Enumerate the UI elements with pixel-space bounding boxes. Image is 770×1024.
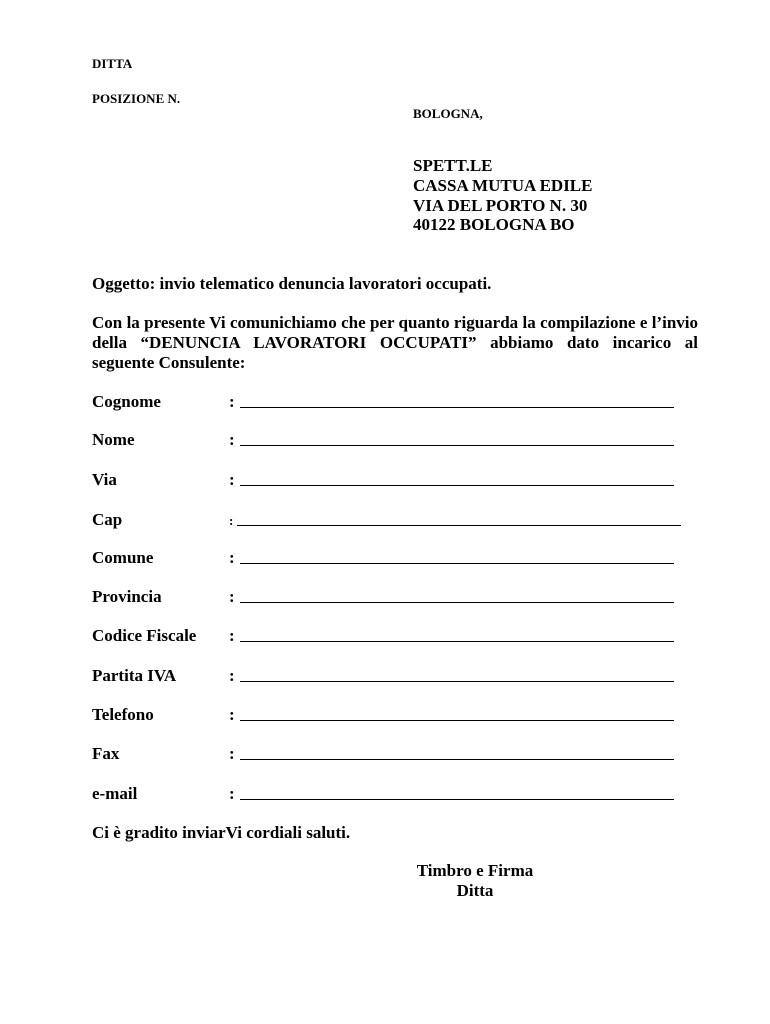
- field-label: Comune: [92, 548, 154, 567]
- field-colon: :: [229, 784, 235, 803]
- field-email: [92, 784, 692, 806]
- field-label: Provincia: [92, 587, 162, 606]
- field-colon: :: [229, 666, 235, 685]
- email-input-line[interactable]: [240, 799, 674, 800]
- closing-line: Ci è gradito inviarVi cordiali saluti.: [92, 823, 351, 842]
- cap-input-line[interactable]: [237, 525, 681, 526]
- comune-input-line[interactable]: [240, 563, 674, 564]
- field-colon: :: [229, 626, 235, 645]
- via-input-line[interactable]: [240, 485, 674, 486]
- telefono-input-line[interactable]: [240, 720, 674, 721]
- ditta-label: DITTA: [92, 56, 133, 71]
- field-label: Telefono: [92, 705, 154, 724]
- field-via: [92, 470, 692, 492]
- field-cap: [92, 510, 692, 532]
- field-colon: :: [229, 470, 235, 489]
- city-date: BOLOGNA,: [413, 106, 483, 121]
- field-label: Cognome: [92, 392, 161, 411]
- field-label: Partita IVA: [92, 666, 177, 685]
- field-colon: :: [229, 392, 235, 411]
- field-colon: :: [229, 430, 235, 449]
- subject-line: Oggetto: invio telematico denuncia lavoratori occupati.: [92, 274, 492, 293]
- signature-line-1: Timbro e Firma: [416, 861, 534, 880]
- recipient-line-4: 40122 BOLOGNA BO: [413, 215, 575, 234]
- fax-input-line[interactable]: [240, 759, 674, 760]
- nome-input-line[interactable]: [240, 445, 674, 446]
- recipient-line-3: VIA DEL PORTO N. 30: [413, 196, 588, 215]
- partita-iva-input-line[interactable]: [240, 681, 674, 682]
- field-colon: :: [229, 548, 235, 567]
- cognome-input-line[interactable]: [240, 407, 674, 408]
- posizione-label: POSIZIONE N.: [92, 91, 181, 106]
- field-label: Codice Fiscale: [92, 626, 197, 645]
- recipient-line-2: CASSA MUTUA EDILE: [413, 176, 593, 195]
- field-partita-iva: [92, 666, 692, 688]
- body-paragraph: Con la presente Vi comunichiamo che per quanto riguarda la compilazione e l’invio della “DENUNCIA LAVORATORI OCCUPATI” abbiamo dato incarico al seguente Consulente:: [92, 313, 698, 372]
- field-colon: :: [229, 513, 234, 528]
- field-nome: [92, 430, 692, 452]
- field-colon: :: [229, 587, 235, 606]
- field-label: Cap: [92, 510, 123, 529]
- field-label: Via: [92, 470, 117, 489]
- field-cognome: [92, 392, 692, 414]
- field-provincia: [92, 587, 692, 609]
- field-codice-fiscale: [92, 626, 692, 648]
- recipient-line-1: SPETT.LE: [413, 156, 493, 175]
- field-colon: :: [229, 705, 235, 724]
- codice-fiscale-input-line[interactable]: [240, 641, 674, 642]
- field-label: Fax: [92, 744, 120, 763]
- field-telefono: [92, 705, 692, 727]
- field-comune: [92, 548, 692, 570]
- provincia-input-line[interactable]: [240, 602, 674, 603]
- field-label: Nome: [92, 430, 135, 449]
- signature-line-2: Ditta: [456, 881, 494, 900]
- field-colon: :: [229, 744, 235, 763]
- field-label: e-mail: [92, 784, 138, 803]
- field-fax: [92, 744, 692, 766]
